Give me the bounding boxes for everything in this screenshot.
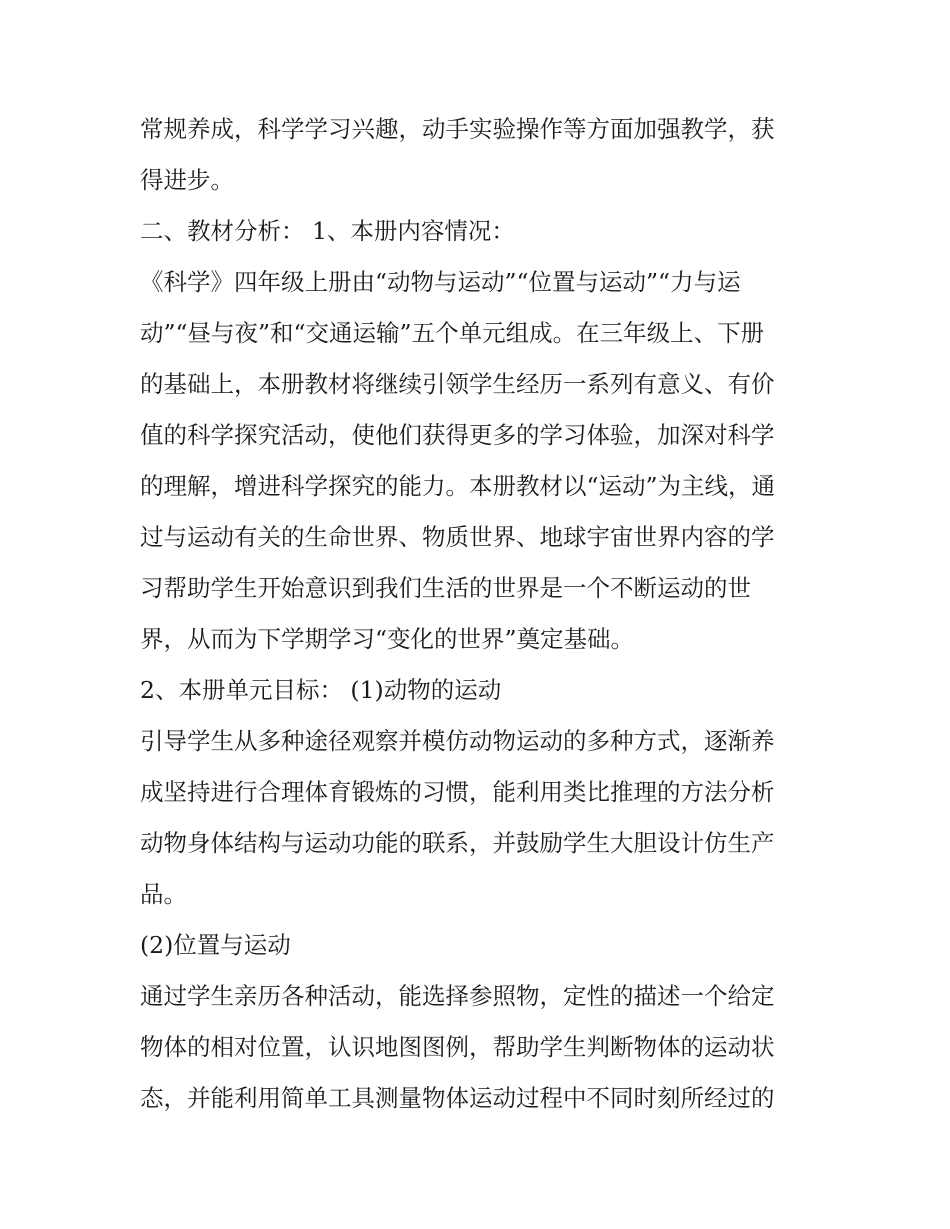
- text-line: 界，从而为下学期学习“变化的世界”奠定基础。: [140, 625, 635, 653]
- text-line: 过与运动有关的生命世界、物质世界、地球宇宙世界内容的学: [140, 523, 775, 551]
- text-line: 物体的相对位置，认识地图图例，帮助学生判断物体的运动状: [140, 1033, 775, 1061]
- text-line: 成坚持进行合理体育锻炼的习惯，能利用类比推理的方法分析: [140, 778, 775, 806]
- text-line: 的理解，增进科学探究的能力。本册教材以“运动”为主线，通: [140, 472, 776, 500]
- document-body: [140, 104, 820, 1124]
- text-line: 态，并能利用简单工具测量物体运动过程中不同时刻所经过的: [140, 1084, 775, 1112]
- text-line: 的基础上，本册教材将继续引领学生经历一系列有意义、有价: [140, 370, 775, 398]
- text-line: 值的科学探究活动，使他们获得更多的学习体验，加深对科学: [140, 421, 775, 449]
- text-line: 通过学生亲历各种活动，能选择参照物，定性的描述一个给定: [140, 982, 775, 1010]
- text-line: 得进步。: [140, 166, 234, 194]
- text-line: 引导学生从多种途径观察并模仿动物运动的多种方式，逐渐养: [140, 727, 775, 755]
- text-line: 动”“昼与夜”和“交通运输”五个单元组成。在三年级上、下册: [140, 319, 765, 347]
- text-line: 品。: [140, 880, 187, 908]
- section-heading-textbook-analysis: 二、教材分析： 1、本册内容情况：: [140, 217, 515, 245]
- text-line: 《科学》四年级上册由“动物与运动”“位置与运动”“力与运: [140, 268, 741, 296]
- text-line: 习帮助学生开始意识到我们生活的世界是一个不断运动的世: [140, 574, 751, 602]
- text-line: 动物身体结构与运动功能的联系，并鼓励学生大胆设计仿生产: [140, 829, 775, 857]
- text-line: 常规养成，科学学习兴趣，动手实验操作等方面加强教学，获: [140, 115, 775, 143]
- section-heading-unit-goals: 2、本册单元目标： (1)动物的运动: [140, 676, 502, 704]
- subsection-heading-position-motion: (2)位置与运动: [140, 931, 291, 959]
